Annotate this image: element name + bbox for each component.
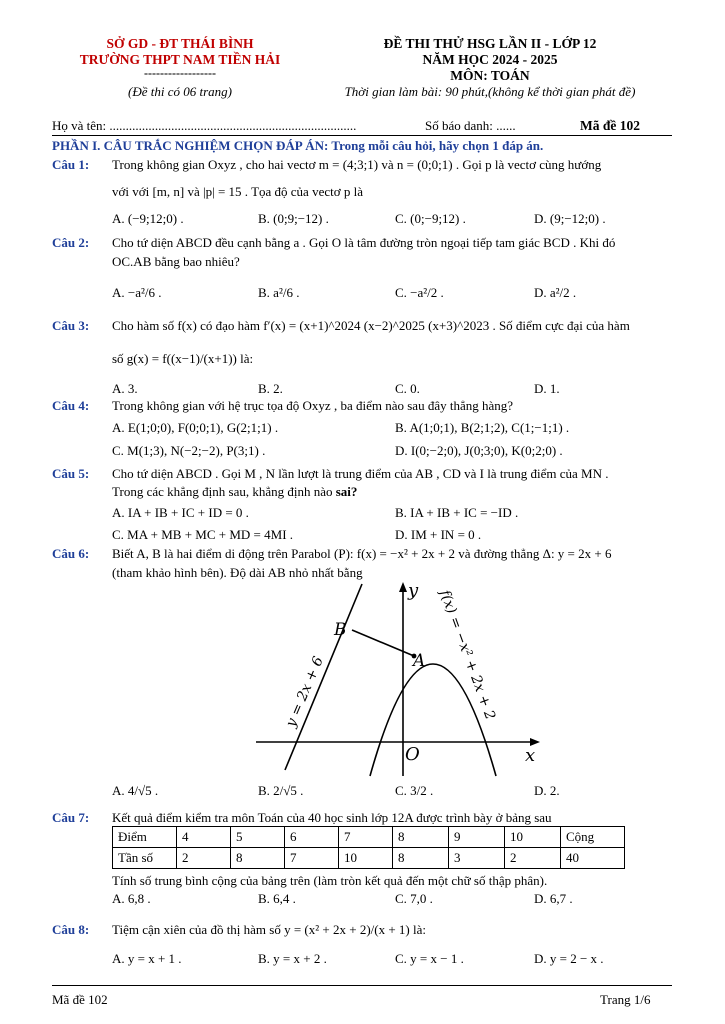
- question-5-keyword: sai?: [335, 484, 358, 499]
- x-axis-label: x: [525, 745, 536, 766]
- section-title: PHẦN I. CÂU TRẮC NGHIỆM CHỌN ĐÁP ÁN: Trong mỗi câu hỏi, hãy chọn 1 đáp án.: [52, 138, 544, 153]
- question-5-option-b[interactable]: B. IA + IB + IC = −ID .: [395, 505, 519, 520]
- question-7-option-b[interactable]: B. 6,4 .: [258, 891, 296, 906]
- question-2-label: Câu 2:: [52, 235, 90, 250]
- question-8-option-a[interactable]: A. y = x + 1 .: [112, 951, 182, 966]
- question-6-text: Biết A, B là hai điểm di động trên Parabol (P): f(x) = −x² + 2x + 2 và đường thẳng Δ: y = 2x + 6: [112, 546, 612, 561]
- subject: MÔN: TOÁN: [450, 68, 530, 83]
- school-name: TRƯỜNG THPT NAM TIỀN HẢI: [79, 52, 281, 67]
- question-4-label: Câu 4:: [52, 398, 90, 413]
- table-cell: Điểm: [113, 827, 177, 848]
- candidate-number-field: Số báo danh: ......: [425, 118, 516, 133]
- parabola-label: f(x) = −x² + 2x + 2: [436, 587, 499, 722]
- question-3-option-c[interactable]: C. 0.: [395, 381, 420, 396]
- question-1-option-c[interactable]: C. (0;−9;12) .: [395, 211, 466, 226]
- table-cell: 4: [177, 827, 231, 848]
- question-2-option-a[interactable]: A. −a²/6 .: [112, 285, 162, 300]
- question-3-text: Cho hàm số f(x) có đạo hàm f′(x) = (x+1)^2024 (x−2)^2025 (x+3)^2023 . Số điểm cực đại của hàm: [112, 318, 630, 333]
- question-8-option-d[interactable]: D. y = 2 − x .: [534, 951, 604, 966]
- page-number: Trang 1/6: [600, 992, 651, 1007]
- question-2-option-d[interactable]: D. a²/2 .: [534, 285, 577, 300]
- line-delta-label: y = 2x + 6: [282, 654, 327, 730]
- question-4-option-c[interactable]: C. M(1;3), N(−2;−2), P(3;1) .: [112, 443, 266, 458]
- question-1-label: Câu 1:: [52, 157, 90, 172]
- question-1-text: Trong không gian Oxyz , cho hai vectơ m = (4;3;1) và n = (0;0;1) . Gọi p là vectơ cùng hướng: [112, 157, 602, 172]
- question-5-option-c[interactable]: C. MA + MB + MC + MD = 4MI .: [112, 527, 294, 542]
- question-7-option-c[interactable]: C. 7,0 .: [395, 891, 433, 906]
- question-2-text: Cho tứ diện ABCD đều cạnh bằng a . Gọi O là tâm đường tròn ngoại tiếp tam giác BCD . Khi đó: [112, 235, 616, 250]
- table-cell: Tần số: [113, 848, 177, 869]
- y-axis-label: y: [408, 580, 419, 601]
- question-6-figure: [250, 578, 550, 780]
- header-rule: [52, 135, 672, 136]
- table-cell: 8: [393, 827, 449, 848]
- question-1-option-a[interactable]: A. (−9;12;0) .: [112, 211, 184, 226]
- question-6-text-2: (tham khảo hình bên). Độ dài AB nhỏ nhất bằng: [112, 565, 363, 580]
- origin-label: O: [405, 744, 420, 765]
- page-count-note: (Đề thi có 06 trang): [128, 84, 232, 99]
- segment-ab: [352, 630, 414, 656]
- table-cell: 6: [285, 827, 339, 848]
- table-cell: 7: [339, 827, 393, 848]
- question-3-label: Câu 3:: [52, 318, 90, 333]
- question-5-text-2-pre: Trong các khẳng định sau, khẳng định nào: [112, 484, 336, 499]
- table-row: [113, 848, 625, 869]
- exam-title: ĐỀ THI THỬ HSG LẦN II - LỚP 12: [383, 36, 597, 51]
- question-8-option-b[interactable]: B. y = x + 2 .: [258, 951, 327, 966]
- frequency-table: [112, 826, 625, 869]
- footer-exam-code: Mã đề 102: [52, 992, 108, 1007]
- question-5-text: Cho tứ diện ABCD . Gọi M , N lần lượt là trung điểm của AB , CD và I là trung điểm của MN .: [112, 466, 609, 481]
- question-1-option-d[interactable]: D. (9;−12;0) .: [534, 211, 606, 226]
- exam-code: Mã đề 102: [580, 118, 640, 133]
- question-6-option-d[interactable]: D. 2.: [534, 783, 560, 798]
- question-6-option-a[interactable]: A. 4/√5 .: [112, 783, 159, 798]
- question-7-label: Câu 7:: [52, 810, 90, 825]
- question-6-label: Câu 6:: [52, 546, 90, 561]
- question-4-option-d[interactable]: D. I(0;−2;0), J(0;3;0), K(0;2;0) .: [395, 443, 563, 458]
- question-3-option-d[interactable]: D. 1.: [534, 381, 560, 396]
- question-5-text-2: [112, 484, 357, 500]
- question-3-text-2: số g(x) = f((x−1)/(x+1)) là:: [112, 351, 254, 366]
- school-department: SỞ GD - ĐT THÁI BÌNH: [106, 36, 254, 51]
- table-cell: Cộng: [561, 827, 625, 848]
- table-row: [113, 827, 625, 848]
- table-cell: 10: [339, 848, 393, 869]
- question-6-option-c[interactable]: C. 3/2 .: [395, 783, 434, 798]
- question-8-label: Câu 8:: [52, 922, 90, 937]
- table-cell: 2: [177, 848, 231, 869]
- table-cell: 5: [231, 827, 285, 848]
- question-7-option-d[interactable]: D. 6,7 .: [534, 891, 573, 906]
- candidate-name-field: Họ và tên: ............................................................................: [52, 118, 357, 133]
- question-3-option-a[interactable]: A. 3.: [112, 381, 138, 396]
- point-b-label: B: [334, 620, 347, 640]
- footer-rule: [52, 985, 672, 986]
- question-5-option-d[interactable]: D. IM + IN = 0 .: [395, 527, 482, 542]
- question-8-option-c[interactable]: C. y = x − 1 .: [395, 951, 464, 966]
- question-4-text: Trong không gian với hệ trục tọa độ Oxyz , ba điểm nào sau đây thẳng hàng?: [112, 398, 514, 413]
- school-year: NĂM HỌC 2024 - 2025: [422, 52, 558, 67]
- point-a-label: A: [413, 651, 426, 671]
- table-cell: 7: [285, 848, 339, 869]
- question-2-option-c[interactable]: C. −a²/2 .: [395, 285, 444, 300]
- question-7-text: Kết quả điểm kiểm tra môn Toán của 40 học sinh lớp 12A được trình bày ở bảng sau: [112, 810, 552, 825]
- table-cell: 3: [449, 848, 505, 869]
- table-cell: 8: [231, 848, 285, 869]
- question-7-text-2: Tính số trung bình cộng của bảng trên (làm tròn kết quả đến một chữ số thập phân).: [112, 873, 548, 888]
- question-2-option-b[interactable]: B. a²/6 .: [258, 285, 300, 300]
- time-allowed: Thời gian làm bài: 90 phút,(không kể thời gian phát đề): [344, 84, 636, 99]
- question-8-text: Tiệm cận xiên của đồ thị hàm số y = (x² + 2x + 2)/(x + 1) là:: [112, 922, 426, 937]
- question-4-option-b[interactable]: B. A(1;0;1), B(2;1;2), C(1;−1;1) .: [395, 420, 570, 435]
- table-cell: 8: [393, 848, 449, 869]
- question-5-label: Câu 5:: [52, 466, 90, 481]
- table-cell: 9: [449, 827, 505, 848]
- table-cell: 40: [561, 848, 625, 869]
- question-6-option-b[interactable]: B. 2/√5 .: [258, 783, 304, 798]
- table-cell: 10: [505, 827, 561, 848]
- question-4-option-a[interactable]: A. E(1;0;0), F(0;0;1), G(2;1;1) .: [112, 420, 279, 435]
- question-7-option-a[interactable]: A. 6,8 .: [112, 891, 151, 906]
- question-1-option-b[interactable]: B. (0;9;−12) .: [258, 211, 329, 226]
- question-2-text-2: OC.AB bằng bao nhiêu?: [112, 254, 240, 269]
- y-axis-arrow: [399, 582, 407, 592]
- header-divider: ------------------: [144, 66, 216, 80]
- question-5-option-a[interactable]: A. IA + IB + IC + ID = 0 .: [112, 505, 249, 520]
- question-1-text-2: với với [m, n] và |p| = 15 . Tọa độ của vectơ p là: [112, 184, 363, 199]
- table-cell: 2: [505, 848, 561, 869]
- question-3-option-b[interactable]: B. 2.: [258, 381, 283, 396]
